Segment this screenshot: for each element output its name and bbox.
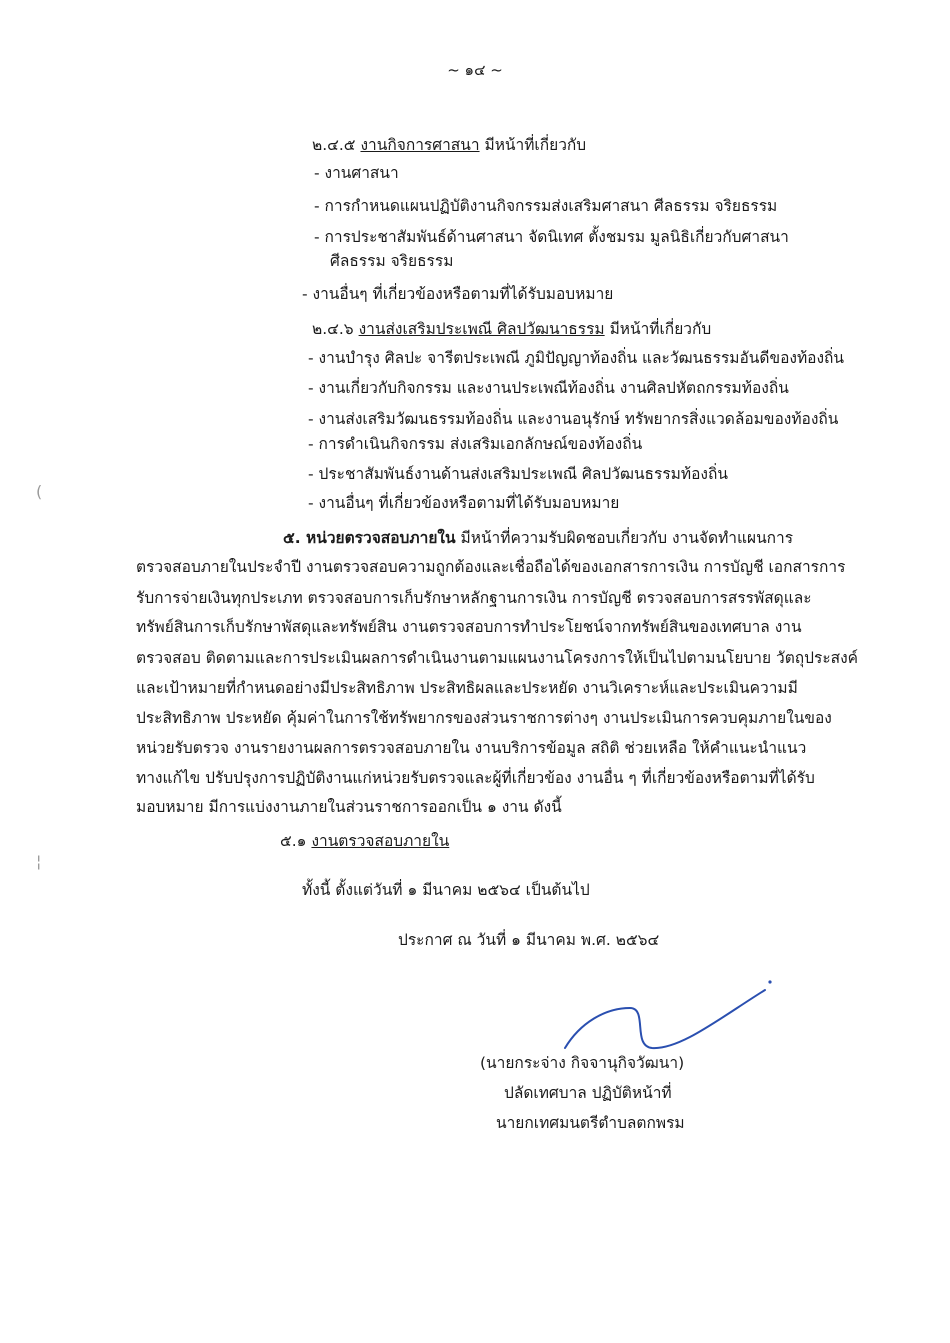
list-item: - การดำเนินกิจกรรม ส่งเสริมเอกลักษณ์ของท้องถิ่น	[308, 435, 643, 453]
section-2-4-6-heading	[312, 318, 711, 340]
section-2-4-5-heading	[312, 134, 586, 156]
heading-tail: มีหน้าที่เกี่ยวกับ	[609, 320, 712, 338]
scan-mark: ¦	[36, 852, 42, 871]
list-item: - การกำหนดแผนปฏิบัติงานกิจกรรมส่งเสริมศาสนา ศีลธรรม จริยธรรม	[314, 197, 778, 215]
list-item: - การประชาสัมพันธ์ด้านศาสนา จัดนิเทศ ตั้งชมรม มูลนิธิเกี่ยวกับศาสนา	[314, 228, 789, 246]
paragraph-line: หน่วยรับตรวจ งานรายงานผลการตรวจสอบภายใน งานบริการข้อมูล สถิติ ช่วยเหลือ ให้คำแนะนำแนว	[136, 739, 807, 757]
paragraph-line: ตรวจสอบ ติดตามและการประเมินผลการดำเนินงานตามแผนงานโครงการให้เป็นไปตามนโยบาย วัตถุประสงค์	[136, 649, 859, 667]
paragraph-line: รับการจ่ายเงินทุกประเภท ตรวจสอบการเก็บรักษาหลักฐานการเงิน การบัญชี ตรวจสอบการสรรพัสดุและ	[136, 589, 812, 607]
heading-number: ๒.๔.๖	[312, 320, 354, 338]
paragraph-line: ทรัพย์สินการเก็บรักษาพัสดุและทรัพย์สิน งานตรวจสอบการทำประโยชน์จากทรัพย์สินของเทศบาล งาน	[136, 618, 802, 636]
section-5-1-heading	[280, 830, 449, 852]
paragraph-line: ประสิทธิภาพ ประหยัด คุ้มค่าในการใช้ทรัพยากรของส่วนราชการต่างๆ งานประเมินการควบคุมภายในของ	[136, 709, 832, 727]
list-item-continuation: ศีลธรรม จริยธรรม	[330, 252, 454, 270]
signature	[560, 968, 780, 1058]
heading-title: งานตรวจสอบภายใน	[311, 832, 450, 850]
paragraph-line: มอบหมาย มีการแบ่งงานภายในส่วนราชการออกเป็น ๑ งาน ดังนี้	[136, 798, 562, 816]
paragraph-line: ทางแก้ไข ปรับปรุงการปฏิบัติงานแก่หน่วยรับตรวจและผู้ที่เกี่ยวข้อง งานอื่น ๆ ที่เกี่ยวข้องหรือตามที่ได้รับ	[136, 769, 815, 787]
list-item: - งานศาสนา	[314, 164, 399, 182]
list-item: - งานเกี่ยวกับกิจกรรม และงานประเพณีท้องถิ่น งานศิลปหัตถกรรมท้องถิ่น	[308, 379, 789, 397]
scan-mark: (	[36, 482, 43, 501]
list-item: - งานอื่นๆ ที่เกี่ยวข้องหรือตามที่ได้รับมอบหมาย	[302, 285, 614, 303]
heading-title: งานส่งเสริมประเพณี ศิลปวัฒนาธรรม	[358, 320, 605, 338]
page-number: ~ ๑๔ ~	[447, 61, 503, 79]
list-item: - งานอื่นๆ ที่เกี่ยวข้องหรือตามที่ได้รับมอบหมาย	[308, 494, 620, 512]
section-5-first-line	[283, 527, 793, 549]
section-5-heading: ๕. หน่วยตรวจสอบภายใน	[283, 529, 456, 547]
heading-number: ๕.๑	[280, 832, 307, 850]
heading-title: งานกิจการศาสนา	[360, 136, 480, 154]
heading-number: ๒.๔.๕	[312, 136, 356, 154]
list-item: - งานส่งเสริมวัฒนธรรมท้องถิ่น และงานอนุรักษ์ ทรัพยากรสิ่งแวดล้อมของท้องถิ่น	[308, 410, 839, 428]
heading-tail: มีหน้าที่เกี่ยวกับ	[484, 136, 587, 154]
signer-name: (นายกระจ่าง กิจจานุกิจวัฒนา)	[480, 1054, 685, 1072]
section-5-first-line-tail: มีหน้าที่ความรับผิดชอบเกี่ยวกับ งานจัดทำแผนการ	[460, 529, 794, 547]
effective-date: ทั้งนี้ ตั้งแต่วันที่ ๑ มีนาคม ๒๕๖๔ เป็นต้นไป	[302, 881, 590, 899]
announcement-date: ประกาศ ณ วันที่ ๑ มีนาคม พ.ศ. ๒๕๖๔	[398, 931, 660, 949]
list-item: - ประชาสัมพันธ์งานด้านส่งเสริมประเพณี ศิลปวัฒนธรรมท้องถิ่น	[308, 465, 728, 483]
paragraph-line: และเป้าหมายที่กำหนดอย่างมีประสิทธิภาพ ประสิทธิผลและประหยัด งานวิเคราะห์และประเมินความมี	[136, 679, 798, 697]
paragraph-line: ตรวจสอบภายในประจำปี งานตรวจสอบความถูกต้องและเชื่อถือได้ของเอกสารการเงิน การบัญชี เอกสารการ	[136, 558, 846, 576]
list-item: - งานบำรุง ศิลปะ จารีตประเพณี ภูมิปัญญาท้องถิ่น และวัฒนธรรมอันดีของท้องถิ่น	[308, 349, 845, 367]
signer-position-2: นายกเทศมนตรีตำบลตกพรม	[496, 1114, 685, 1132]
signer-position-1: ปลัดเทศบาล ปฏิบัติหน้าที่	[504, 1084, 672, 1102]
